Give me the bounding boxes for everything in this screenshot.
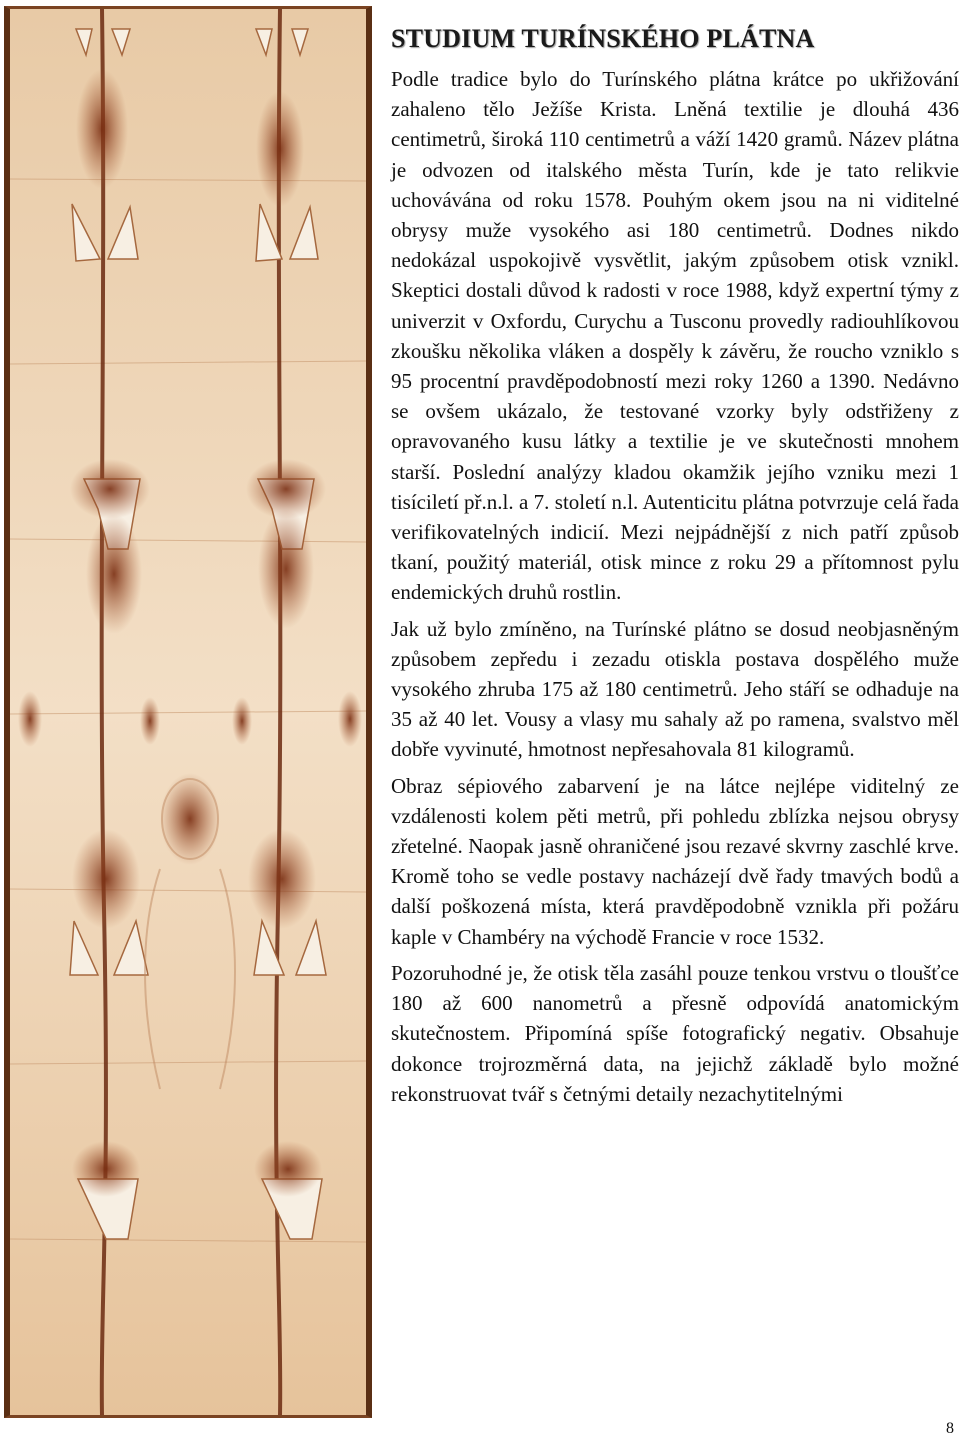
article-paragraph-1: Podle tradice bylo do Turínského plátna krátce po ukřižování zahaleno tělo Ježíše Krista. Lněná textilie je dlouhá 436 centimetrů, široká 110 centimetrů a váží 1420 gramů. Název plátna je odvozen od italského města Turín, kde je tato relikvie uchovávána od roku 1578. Pouhým okem jsou na ni viditelné obrysy muže vysokého asi 180 centimetrů. Dodnes nikdo nedokázal uspokojivě vysvětlit, jakým způsobem otisk vznikl. Skeptici dostali důvod k radosti v roce 1988, když expertní týmy z univerzit v Oxfordu, Curychu a Tusconu provedly radiouhlíkovou zkoušku několika vláken a dospěly k závěru, že roucho vzniklo s 95 procentní pravděpodobností mezi roky 1260 a 1390. Nedávno se ovšem ukázalo, že testované vzorky byly odstřiženy z opravovaného kusu látky a textilie je ve skutečnosti mnohem starší. Poslední analýzy kladou okamžik jejího vzniku mezi 1 tisíciletí př.n.l. a 7. století n.l. Autenticitu plátna potvrzuje celá řada verifikovatelných indicií. Mezi nejpádnější z nich patří způsob tkaní, použitý materiál, otisk mince z roku 29 a přítomnost pylu endemických druhů rostlin. (391, 67, 959, 605)
article-title: STUDIUM TURÍNSKÉHO PLÁTNA (391, 24, 815, 53)
article-paragraph-3: Obraz sépiového zabarvení je na látce nejlépe viditelný ze vzdálenosti kolem pěti metrů, při pohledu zblízka nejsou obrysy zřetelné. Naopak jasně ohraničené jsou rezavé skvrny zaschlé krve. Kromě toho se vedle postavy nacházejí dvě řady tmavých bodů a další poškozená místa, která pravděpodobně vznikla při požáru kaple v Chambéry na východě Francie v roce 1532. (391, 773, 959, 949)
shroud-image (4, 6, 372, 1418)
article-paragraph-4: Pozoruhodné je, že otisk těla zasáhl pouze tenkou vrstvu o tloušťce 180 až 600 nanometrů a přesně odpovídá anatomickým skutečnostem. Připomíná spíše fotografický negativ. Obsahuje dokonce trojrozměrná data, na jejichž základě bylo možné rekonstruovat tvář s četnými detaily nezachytitelnými (391, 960, 959, 1106)
article (391, 24, 959, 1115)
page-number: 8 (946, 1420, 954, 1437)
article-paragraph-2: Jak už bylo zmíněno, na Turínské plátno se dosud neobjasněným způsobem zepředu i zezadu otiskla postava dospělého muže vysokého zhruba 175 až 180 centimetrů. Jeho stáří se odhaduje na 35 až 40 let. Vousy a vlasy mu sahaly až po ramena, svalstvo měl dobře vyvinuté, hmotnost nepřesahovala 81 kilogramů. (391, 616, 959, 762)
shroud-illustration (10, 9, 366, 1415)
